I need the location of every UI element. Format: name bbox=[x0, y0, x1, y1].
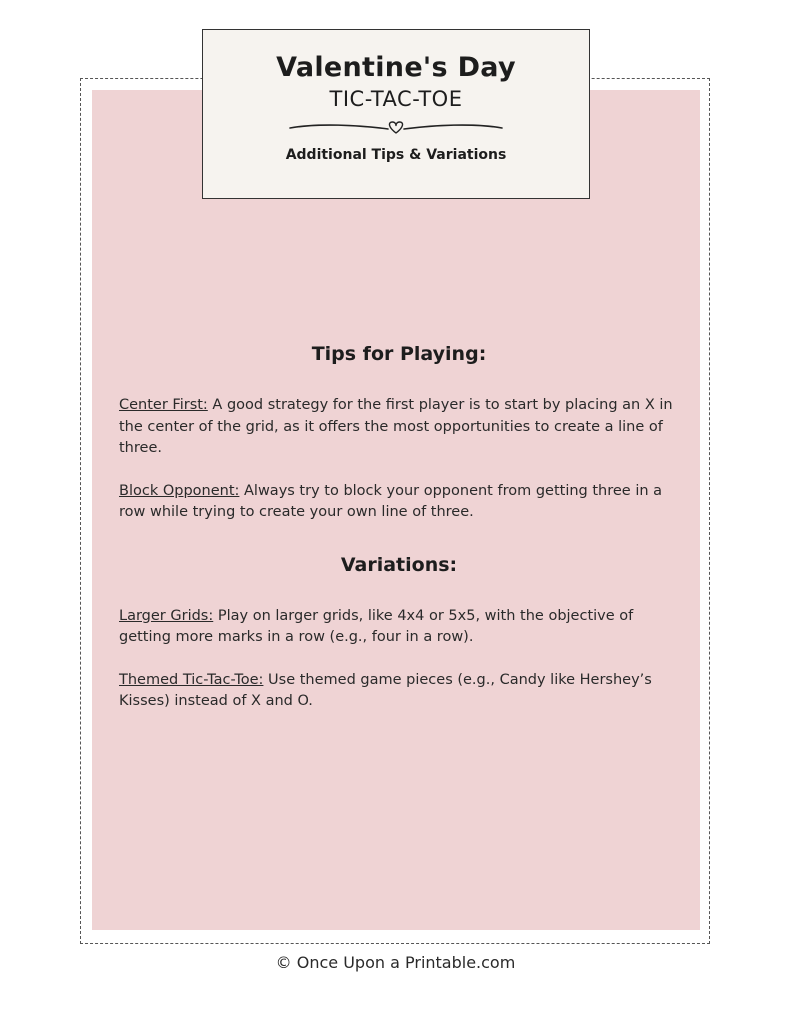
variation-term: Larger Grids: bbox=[119, 607, 214, 624]
footer-copyright: © Once Upon a Printable.com bbox=[275, 953, 516, 972]
variation-text: Use themed game pieces (e.g., Candy like Hershey’s Kisses) instead of X and O. bbox=[119, 671, 652, 709]
variation-text: Play on larger grids, like 4x4 or 5x5, with the objective of getting more marks in a row (e.g., four in a row). bbox=[119, 607, 634, 645]
tip-center-first bbox=[119, 395, 679, 460]
content-body bbox=[119, 340, 679, 713]
tip-text: Always try to block your opponent from getting three in a row while trying to create your own line of three. bbox=[119, 482, 663, 520]
tip-term: Block Opponent: bbox=[119, 482, 240, 499]
page-title: Valentine's Day bbox=[276, 52, 516, 83]
variation-themed bbox=[119, 670, 679, 713]
title-card bbox=[202, 29, 590, 199]
variation-term: Themed Tic-Tac-Toe: bbox=[119, 671, 264, 688]
page-tagline: Additional Tips & Variations bbox=[285, 147, 507, 163]
page-subtitle: TIC-TAC-TOE bbox=[329, 87, 463, 111]
variation-larger-grids bbox=[119, 606, 679, 649]
tips-heading: Tips for Playing: bbox=[311, 343, 487, 365]
variations-heading: Variations: bbox=[340, 553, 458, 576]
tip-text: A good strategy for the first player is to start by placing an X in the center of the grid, as it offers the most opportunities to create a line of three. bbox=[119, 397, 673, 456]
tip-term: Center First: bbox=[119, 397, 208, 413]
heart-flourish-icon bbox=[288, 119, 504, 137]
tip-block-opponent bbox=[119, 481, 679, 524]
